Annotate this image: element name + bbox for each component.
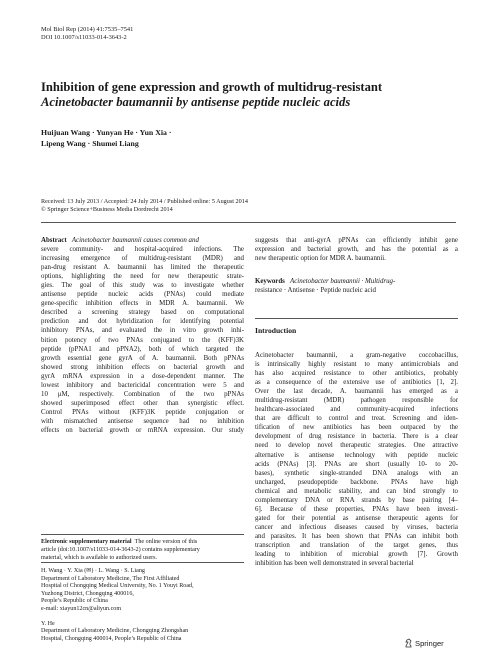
doi: DOI 10.1007/s11033-014-3643-2 <box>41 34 127 41</box>
affiliation-line: People’s Republic of China <box>41 598 108 605</box>
springer-knight-icon <box>404 638 413 648</box>
affiliations <box>41 568 244 643</box>
title-line-2: Acinetobacter baumannii by antisense peptide nucleic acids <box>41 95 351 109</box>
abstract-line: peptide (pPNA1 and pPNA2), both of which targeted the <box>41 345 244 353</box>
abstract-line: new therapeutic option for MDR A. baumannii. <box>255 255 386 263</box>
divider <box>41 534 244 535</box>
intro-line: 6]. Because of these properties, PNAs have been investi- <box>255 505 458 513</box>
affiliation-line: Hospital, Chongqing 400014, People’s Republic of China <box>41 635 182 642</box>
journal-citation: Mol Biol Rep (2014) 41:7535–7541 <box>41 26 134 33</box>
affiliation-line: Department of Laboratory Medicine, Chongqing Zhongshan <box>41 628 189 635</box>
intro-line: is intrinsically highly resistant to many antimicrobials and <box>255 361 458 369</box>
affiliation-line: Department of Laboratory Medicine, The First Affiliated <box>41 575 180 582</box>
esm-label: Electronic supplementary material <box>41 539 132 545</box>
abstract-line: Abstract Acinetobacter baumannii causes common and <box>41 237 199 244</box>
title-line-1: Inhibition of gene expression and growth of multidrug-resistant <box>41 80 383 94</box>
abstract-continuation <box>255 236 458 263</box>
abstract-line: gene-specific inhibition effects in MDR A. baumannii. We <box>41 300 244 308</box>
abstract <box>41 236 244 435</box>
abstract-line: showed superimposed effect other than synergistic effect. <box>41 399 244 407</box>
abstract-line: pan-drug resistant A. baumannii has limited the therapeutic <box>41 264 244 272</box>
publication-dates <box>41 198 461 214</box>
journal-header <box>41 26 133 42</box>
intro-line: Over the last decade, A. baumannii has emerged as a <box>255 388 458 396</box>
affiliation-line: H. Wang · Y. Xia (✉) · L. Wang · S. Liang <box>41 568 145 574</box>
esm-link-line[interactable]: article (doi:10.1007/s11033-014-3643-2) contains supplementary <box>41 547 200 553</box>
abstract-line: with mismatched antisense sequence had no inhibition <box>41 417 244 425</box>
abstract-line: gies. The goal of this study was to investigate whether <box>41 282 244 290</box>
abstract-line: increasing emergence of multidrug-resistant (MDR) and <box>41 255 244 263</box>
intro-line: healthcare-associated and community-acquired infections <box>255 406 458 414</box>
intro-line: and parasites. It has been shown that PNAs can inhibit both <box>255 532 458 540</box>
abstract-line: inhibitory PNAs, and evaluated the in vitro growth inhi- <box>41 327 244 335</box>
supplementary-note: Electronic supplementary material The online version of this article (doi:10.1007/s11033-014-3643-2) contains supplementary material, which is available to authorized users. <box>41 538 244 562</box>
affiliation-line: e-mail: xiayun12cn@aliyun.com <box>41 605 122 612</box>
affiliation-block <box>41 621 244 644</box>
authors-line-2: Lipeng Wang · Shumei Liang <box>41 139 139 148</box>
abstract-label: Abstract <box>41 237 67 244</box>
intro-line: that are difficult to control and treat. Screening and iden- <box>255 415 458 423</box>
authors-line-1: Huijuan Wang · Yunyan He · Yun Xia · <box>41 128 172 137</box>
intro-line: inhibition has been well demonstrated in several bacterial <box>255 560 414 568</box>
divider <box>255 318 458 319</box>
abstract-line: growth essential gene gyrA of A. baumannii. Both pPNAs <box>41 354 244 362</box>
intro-line: alternative is antisense technology with peptide nucleic <box>255 451 458 459</box>
intro-line: development of drug resistance in bacteria. There is a clear <box>255 433 458 441</box>
divider <box>41 222 456 223</box>
keywords-line: resistance · Antisense · Peptide nucleic acid <box>255 287 376 295</box>
affiliation-line: Yuzhong District, Chongqing 400016, <box>41 590 134 597</box>
intro-line: cancer and infectious diseases caused by viruses, bacteria <box>255 523 458 531</box>
affiliation-line: Y. He <box>41 620 55 627</box>
intro-line: chemical and metabolic stability, and can bind strongly to <box>255 487 458 495</box>
intro-line: acids (PNAs) [3]. PNAs are short (usually 10- to 20- <box>255 460 458 468</box>
intro-line: complementary DNA or RNA strands by base pairing [4– <box>255 496 458 504</box>
section-heading: Introduction <box>255 326 297 335</box>
divider <box>41 562 244 563</box>
abstract-line: bition potency of two PNAs conjugated to the (KFF)3K <box>41 336 244 344</box>
received-dates: Received: 13 July 2013 / Accepted: 24 July 2014 / Published online: 5 August 2014 <box>41 198 248 205</box>
abstract-line: antisense peptide nucleic acids (PNAs) could mediate <box>41 291 244 299</box>
abstract-line: showed strong inhibition effects on bacterial growth and <box>41 363 244 371</box>
affiliation-block <box>41 568 244 614</box>
abstract-line: suggests that anti-gyrA pPNAs can efficiently inhibit gene <box>255 237 458 244</box>
copyright: © Springer Science+Business Media Dordrecht 2014 <box>41 206 173 213</box>
abstract-line: severe community- and hospital-acquired infections. The <box>41 246 244 254</box>
abstract-line: 10 μM, respectively. Combination of the two pPNAs <box>41 390 244 398</box>
keywords-line: Acinetobacter baumannii · Multidrug- <box>290 278 396 285</box>
article-title <box>41 80 461 110</box>
keywords-label: Keywords <box>255 278 285 285</box>
abstract-line: lowest inhibitory and bactericidal concentration were 5 and <box>41 381 244 389</box>
intro-line: leading to inhibition of microbial growth [7]. Growth <box>255 551 458 559</box>
introduction-body <box>255 351 458 568</box>
abstract-line: gyrA mRNA expression in a dose-dependent manner. The <box>41 372 244 380</box>
intro-line: as a consequence of the extensive use of antibiotics [1, 2]. <box>255 379 458 387</box>
intro-line: need to develop novel therapeutic strategies. One attractive <box>255 442 458 450</box>
intro-line: tification of new antibiotics has been outpaced by the <box>255 424 458 432</box>
intro-line: bases), synthetic single-stranded DNA analogs with an <box>255 469 458 477</box>
abstract-line: options, highlighting the need for new therapeutic strate- <box>41 273 244 281</box>
intro-line: has also acquired resistance to other antibiotics, probably <box>255 370 458 378</box>
intro-line: Acinetobacter baumannii, a gram-negative coccobacillus, <box>255 352 458 359</box>
publisher-logo: Springer <box>404 638 444 648</box>
abstract-line: prediction and dot hybridization for identifying potential <box>41 318 244 326</box>
abstract-line: described a screening strategy based on computational <box>41 309 244 317</box>
intro-line: gated for their potential as antisense therapeutic agents for <box>255 514 458 522</box>
abstract-line: Control PNAs without (KFF)3K peptide conjugation or <box>41 408 244 416</box>
intro-line: uncharged, pseudopeptide backbone. PNAs have high <box>255 478 458 486</box>
author-list <box>41 127 241 149</box>
abstract-line: expression and bacterial growth, and has the potential as a <box>255 246 458 254</box>
intro-line: multidrug-resistant (MDR) pathogen responsible for <box>255 397 458 405</box>
affiliation-line: Hospital of Chongqing Medical University, No. 1 Youyi Road, <box>41 583 194 590</box>
intro-line: transcription and translation of the target genes, thus <box>255 541 458 549</box>
abstract-line: effects on bacterial growth or mRNA expression. Our study <box>41 426 244 434</box>
keywords <box>255 277 458 295</box>
